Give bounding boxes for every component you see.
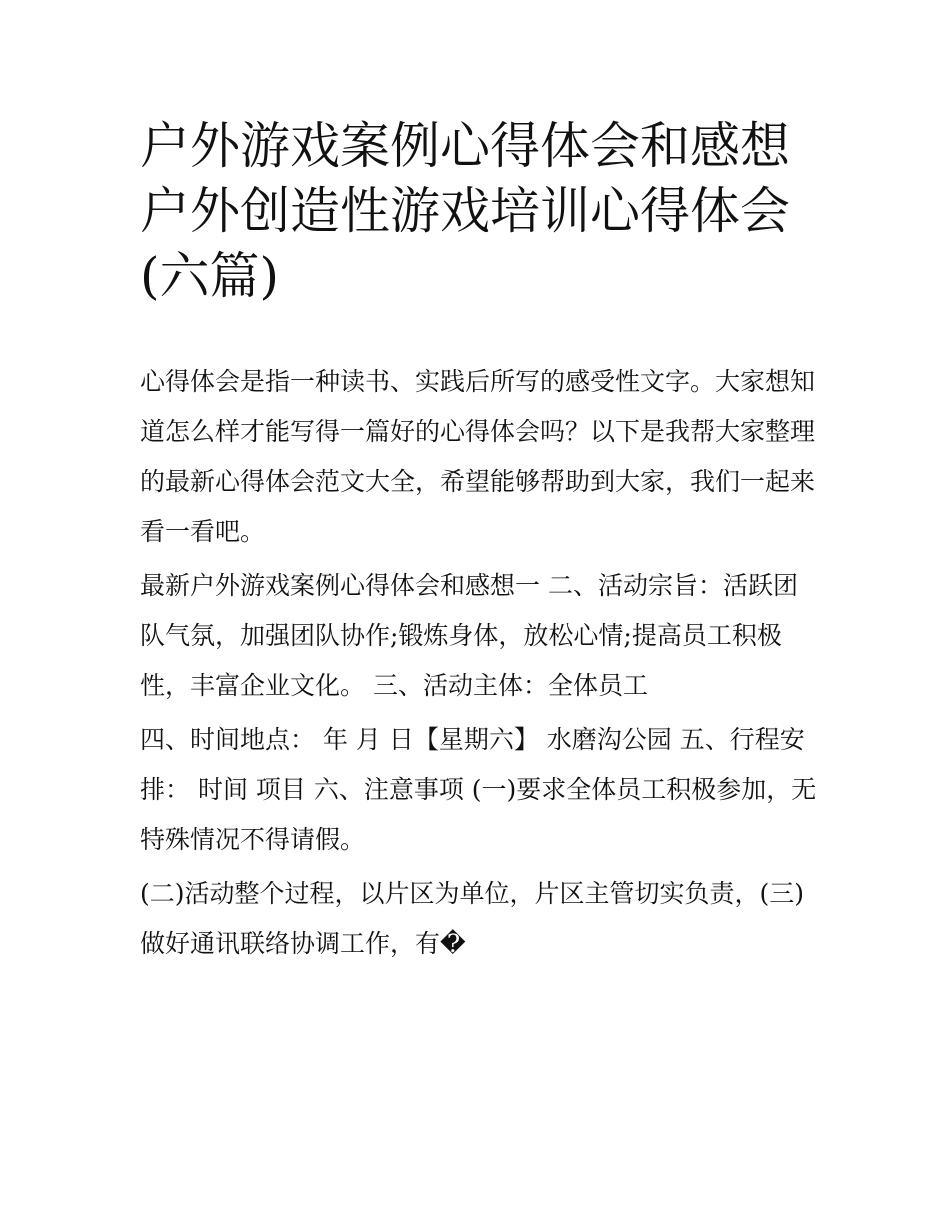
text-line: 道怎么样才能写得一篇好的心得体会吗？以下是我帮大家整理 (140, 417, 816, 446)
text-line: (二)活动整个过程，以片区为单位，片区主管切实负责，(三) (140, 879, 805, 908)
document-body (140, 357, 820, 973)
document-title (140, 114, 820, 309)
title-line-2: 户外创造性游戏培训心得体会 (140, 182, 790, 240)
text-line: 的最新心得体会范文大全，希望能够帮助到大家，我们一起来 (140, 467, 816, 496)
text-line: 最新户外游戏案例心得体会和感想一 二、活动宗旨：活跃团 (140, 571, 798, 600)
paragraph-notes (140, 869, 820, 969)
paragraph-intro (140, 357, 820, 557)
text-line: 性，丰富企业文化。 三、活动主体：全体员工 (140, 671, 648, 700)
title-line-1: 户外游戏案例心得体会和感想 (140, 117, 790, 175)
title-line-3: (六篇) (140, 247, 280, 305)
paragraph-purpose (140, 561, 820, 711)
text-line: 心得体会是指一种读书、实践后所写的感受性文字。大家想知 (140, 367, 816, 396)
text-line: 队气氛，加强团队协作;锻炼身体，放松心情;提高员工积极 (140, 621, 782, 650)
text-line: 看一看吧。 (140, 517, 266, 546)
text-line: 四、时间地点： 年 月 日【星期六】 水磨沟公园 五、行程安 (140, 725, 805, 754)
text-line: 排： 时间 项目 六、注意事项 (一)要求全体员工积极参加，无 (140, 775, 817, 804)
text-line: 特殊情况不得请假。 (140, 825, 366, 854)
text-line: 做好通讯联络协调工作，有� (140, 929, 466, 958)
paragraph-schedule (140, 715, 820, 865)
